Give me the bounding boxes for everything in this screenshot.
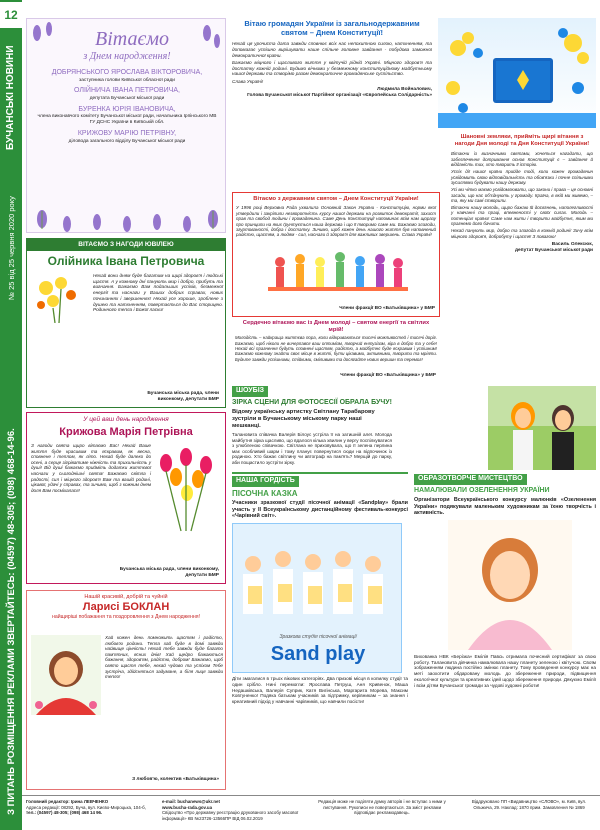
kryzhova-text: З нагоди свята щиро вітаємо Вас! Нехай Ваше життя буде красивим та яскравим, як весна, сповнене і теплом, як літо. Нехай буде далеко до осені, а серце зігріватиме ніжність та прихильність у душі! Від душі бажаємо прийміть додатки життєвої наснаги у сьогоднішні свята! Бажаємо світла і радості, сил і міцного здоров'я Вам та вашій родині, цікавої, удачі у справах, та зичимо, щоб з кожним днем доля Вам посміхалася! [31, 443, 151, 493]
jubilee-name: Олійника Івана Петровича [47, 253, 205, 268]
constitution-image [438, 18, 596, 128]
showbiz-banner: ШОУБІЗ [232, 386, 268, 397]
issue-date: № 25 від 25 червня 2020 року [7, 196, 16, 300]
showbiz-article [232, 386, 596, 470]
paragraph: Успіх дії нашої країни прийде тоді, коли кожен громадянин усвідомить свою відповідальність та обов'язки і почне спільними зусиллями будувати нашу державу. [451, 169, 593, 186]
youth-text: Молодість – найкраща життєва пора, коли відкриваються тисячі можливостей і тисячі доріг. Бажаємо, щоб ніколи не вичерпався ваш оптимізм, творчий ентузіазм, віра в добро та у себе! Нехай всі прагнення будуть сповнені щастям, радістю, а майбутнє буде яскравим і успішним! Бажаємо кожному знайти своє місце в житті, бути цікавими, активними, творити та мріяти. Будьте завжди успішними, стійкими, сміливими та досягайте нових вершин та перемог! [235, 335, 437, 362]
art-article [414, 472, 596, 790]
signature-role: Голова Бучанської міської Партійної організації «Європейська Солідарність» [247, 93, 432, 99]
footer-printer: Віддруковано ПП «Видавництво «СЛОВО», м. Київ, вул. Ольжича, 29. Наклад: 1870 прим. Замовлення № 1869 [471, 799, 587, 810]
boklan-signature: З любов'ю, колектив «Батьківщина» [132, 777, 219, 783]
birthday-person-role: заступника голови Київської обласної ради [79, 77, 175, 83]
newspaper-name: БУЧАНСЬКІ НОВИНИ [5, 45, 16, 150]
pride-banner: НАША ГОРДІСТЬ [232, 476, 299, 487]
signature-name: Людмила Войналович, [377, 87, 432, 93]
showbiz-text: Талановита співачка Валерія Білоус устріла її на затишній алеї. Молода майбутня зірка щасливо, що вдалося кілька хвилин у вергу поспілкуватися з улюбленою співачкою. Світлана не приховувала, що її зелена перлина має особливий шарм і тому планує повернутися сюди на відпочинок із родиною. Хто бажає світлину чи автограф на пам'ять? Мерщій до парку, аби пощастило зустріти зірку. [232, 432, 392, 465]
footer-phones: тел.: (04597) 48-305; (098) 468 14 96. [26, 810, 103, 815]
boklan-portrait-photo [31, 635, 101, 715]
jubilee-signature: Бучанська міська рада, члени виконкому, депутати БМР [147, 391, 219, 403]
kryzhova-banner: У цей ваш день народження [83, 416, 169, 423]
kryzhova-birthday-block [26, 412, 226, 584]
pride-text: Діти змагалися в трьох вікових категоріях. Два призові місця в копилку студії та один срібло. Нині перемогли: Ярослава Петруш, Аня Кривенок, Маша Недашківська, Валерія Суприк, Катя Вигінська, Маргарита Морева, Максим Ковтуненко! Подяка батькам учасників за підтримку, керівникам – за знання і креативний підхід у навчанні чарівників, що навчили посісти! [232, 676, 408, 704]
birthday-person-name: ОЛІЙНИЧА ІВАНА ПЕТРОВИЧА, [74, 87, 180, 95]
constitution-title: Вітаю громадян України із загальнодержавним святом – Днем Конституції! [244, 20, 420, 37]
batk-signature: Члени фракції ВО «Батьківщина» у БМР [339, 306, 435, 312]
art-lead: Організатори Всеукраїнського конкурсу малюнків «Озеленення України» подякували маленьким художникам за їхню творчість і активність. [414, 497, 596, 517]
footer-certificate: Свідоцтво «Про державну реєстрацію друкованого засобу масової інформації» КВ №23726-13566ПР ВІД 06.02.2019 [162, 810, 299, 821]
birthday-person-role: члена виконавчого комітету Бучанської міської ради, начальника Ірпінського МВ ГУ ДСНС України в Київській обл. [37, 114, 217, 126]
left-sidebar [0, 0, 22, 830]
page-footer [22, 795, 600, 830]
page-number: 12 [0, 2, 22, 28]
batk-title: Вітаємо з державним святом – Днем Конституції України! [253, 196, 419, 202]
footer-site[interactable]: www.bucha-rada.gov.ua [162, 804, 213, 810]
sandplay-group-photo [232, 523, 402, 673]
tulips-illustration [151, 443, 223, 533]
birthday-subtitle: з Днем народження! [83, 51, 171, 62]
boklan-name: Ларисі БОКЛАН [82, 600, 170, 613]
youth-day-image [268, 247, 408, 297]
footer-editor: Головний редактор: Ірина ЛЕВЧЕНКО [26, 799, 109, 804]
kryzhova-name: Крижова Марія Петрівна [59, 425, 193, 438]
sidebar-ad-contacts: З ПИТАНЬ РОЗМІЩЕННЯ РЕКЛАМИ ЗВЕРТАЙТЕСЬ: (04597) 48-305; (098) 468-14-96. [6, 428, 17, 815]
birthday-title: Вітаємо [95, 28, 169, 50]
birthday-person-name: ДОБРЯНСЬКОГО ЯРОСЛАВА ВІКТОРОВИЧА, [51, 69, 203, 76]
constitution-book-illustration [438, 18, 596, 128]
paragraph: Бажаємо міцного і щасливого життя у квітучій рідній Україні. Міцного здоров'я та достатку кожній родині. Будьмо вічними у безмежному конституційному майбутньому нашої держави та створімо разом демократичне громадянське суспільство. [232, 59, 432, 77]
footer-note: Редакція може не поділяти думку авторів і не вступає з ними у листування. Рукописи не повертаються. За зміст реклами відповідає рекламодавець. [318, 799, 446, 815]
art-girl-photo [448, 520, 572, 650]
art-title: НАМАЛЮВАЛИ ОЗЕЛЕНЕННЯ УКРАЇНИ [414, 486, 550, 494]
birthday-greeting-block [26, 18, 226, 233]
birthday-person-role: депутата Бучанської міської ради [89, 95, 165, 101]
footer-email[interactable]: e-mail: buchanews@ukr.net [162, 799, 220, 804]
paragraph: Нехай панують мир, добро та злагода в кожній родині! Зичу всім міцного здоров'я, добробуту і щастя! З повагою! [451, 228, 593, 239]
cy-title: Шановні земляки, прийміть щирі вітання з нагоди Дня молоді та Дня Конституції України! [454, 134, 590, 148]
pride-lead: Учасники зразкової студії пісочної анімації «Sandplay» брали участь у ІІ Всеукраїнському дистанційному фестиваль-конкурсі «Чарівний світ». [232, 500, 408, 520]
art-text: Вихованка НВК «Берізка» Емілія Павсь отримала почесний сертифікат за свою роботу. Талановита дівчинка намалювала нашу планету зеленою і квітучою. Своїм зображенням людина постійно змінює планету. Тому проведення конкурсу має на меті заохотити обдаровану молодь до збереження природи, підвищення екологічної культури та креативних ідей щодо збереження природи. Дякуємо Емілії і всім дітям Бучанської громади за чудові художні роботи! [414, 653, 596, 688]
birthday-person-name: БУРЕНКА ЮРІЯ ІВАНОВИЧА, [78, 105, 176, 113]
footer-address: Адреса редакції: 08292, Буча, вул. Києво-Мироцька, 104-б, [26, 804, 146, 810]
boklan-birthday-block [26, 590, 226, 790]
jubilee-text: Нехай вони дням буде багатим на щирі здоров'я і людські щастя. А у кожному дні панують мир і добро, прибуть та вигнання. Бажаємо Вам подальших успіхів, безмежної енергії та наснаги у Ваших добрих справах, нових починаннях і звершеннях! Нехай усе хороше, зроблене з душею та натхненням, повертається до Вас сторицею. Родинного тепла і Божої ласки! [93, 273, 223, 313]
youth-title: Сердечно вітаємо вас із Днем молоді – святом енергії та світлих мрій! [242, 320, 430, 334]
boklan-title2: найщиріші побажання та поздоровлення з Днем народження! [52, 614, 200, 621]
youth-silhouettes-illustration [268, 247, 408, 297]
cy-signature: Василь Олексюк, [551, 242, 593, 248]
oliynyk-jubilee-block [26, 238, 226, 408]
sand-animation-article [232, 472, 408, 790]
paragraph: Вітаючи нашу молодь, щиро бажаю їй досягнень, наполегливості у навчанні та праці, впевненості у своїх силах. Молодь – потенціал країни! Саме нам жити і творити майбутнє, яким ми прагнемо його бачити. [451, 204, 593, 227]
boklan-poem: Хай кожен день помножить щастям і радістю, любов'ю родини. Тепла хай буде в домі завжди найвище цінність! Нехай тебе завжди буде багато пам'ятних, ясних днів! Хай щедро бажаються бажання, здоров'ям, радістю, добром! Бажаємо, щоб свято щастя тебе, нехай чудово та успіхом Тебе зустріча, здійсняться задумане, а біля лиця завжди тепло! [105, 635, 223, 680]
kryzhova-signature: Бучанська міська рада, члени виконкому, депутати БМР [119, 567, 219, 579]
paragraph: Нехай ця урочиста дата завжди сповнює всіх нас непохитною силою, натхненням, та допомагає успішно вирішувати наше спільне головне завдання - побудова заможної демократичної країни. [232, 41, 432, 58]
birthday-person-role: діловода загального відділу Бучанської міської ради [68, 138, 186, 144]
showbiz-photo [488, 386, 596, 470]
showbiz-title: ЗІРКА СЦЕНИ ДЛЯ ФОТОСЕСІЇ ОБРАЛА БУЧУ! [232, 398, 392, 406]
photo-subtitle: Зразкова студія пісочної анімації [279, 634, 357, 641]
constitution-youth-greeting [448, 132, 596, 382]
paragraph: Усі ми чітко маємо усвідомлювати, що закони і права – це основні засади, що нас об'єднують у громаду. Країна, в якій ми живемо, – та, яку ми самі створили. [451, 187, 593, 203]
paragraph: Вітаючи із визначними святами, хочеться нагадати, що забезпечення дотримання основ Конституції є – завдання й відданість тих, хто творить її історію. [451, 151, 593, 168]
photo-caption: Sand play [270, 643, 366, 666]
youth-signature: Члени фракції ВО «Батьківщина» у БМР [340, 373, 436, 379]
showbiz-lead: Відому українську артистку Світлану Тарабарову зустріли в Бучанському міському парку наші мешканці. [232, 409, 375, 430]
jubilee-banner: ВІТАЄМО З НАГОДИ ЮВІЛЕЮ [27, 239, 225, 251]
closing-text: Слава Україні! [232, 78, 264, 84]
art-banner: ОБРАЗОТВОРЧЕ МИСТЕЦТВО [414, 474, 527, 485]
birthday-person-name: КРИЖОВУ МАРІЮ ПЕТРІВНУ, [77, 129, 177, 137]
flower-bouquet-illustration [31, 273, 91, 323]
batk-text: У 1996 році Верховна Рада ухвалила Основний Закон України - Конституцію, норми якої утвердили і закріпили незворотність курсу нашої держави на розвиток демократії, захист прав та свобод людини і громадянина. Саме День Конституції напоминає всім нам щоразу про принципи на яких ґрунтується наша держава і що її творимо саме ми. Бажаємо злагоди, згуртованості, добра і достатку. Зичимо, щоб кожен день нашого життя був наповнений радістю, щастям, а людям - сил, наснаги й здоров'я для важливих звершень. Слава Україні! [236, 205, 436, 238]
boklan-title1: Нашій красивій, добрій та чуйній [84, 594, 168, 600]
cy-signature-role: депутат Бучанської міської ради [514, 248, 593, 254]
pride-title: ПІСОЧНА КАЗКА [232, 488, 298, 498]
youth-day-greeting [232, 318, 440, 380]
constitution-greeting-main [232, 20, 432, 190]
